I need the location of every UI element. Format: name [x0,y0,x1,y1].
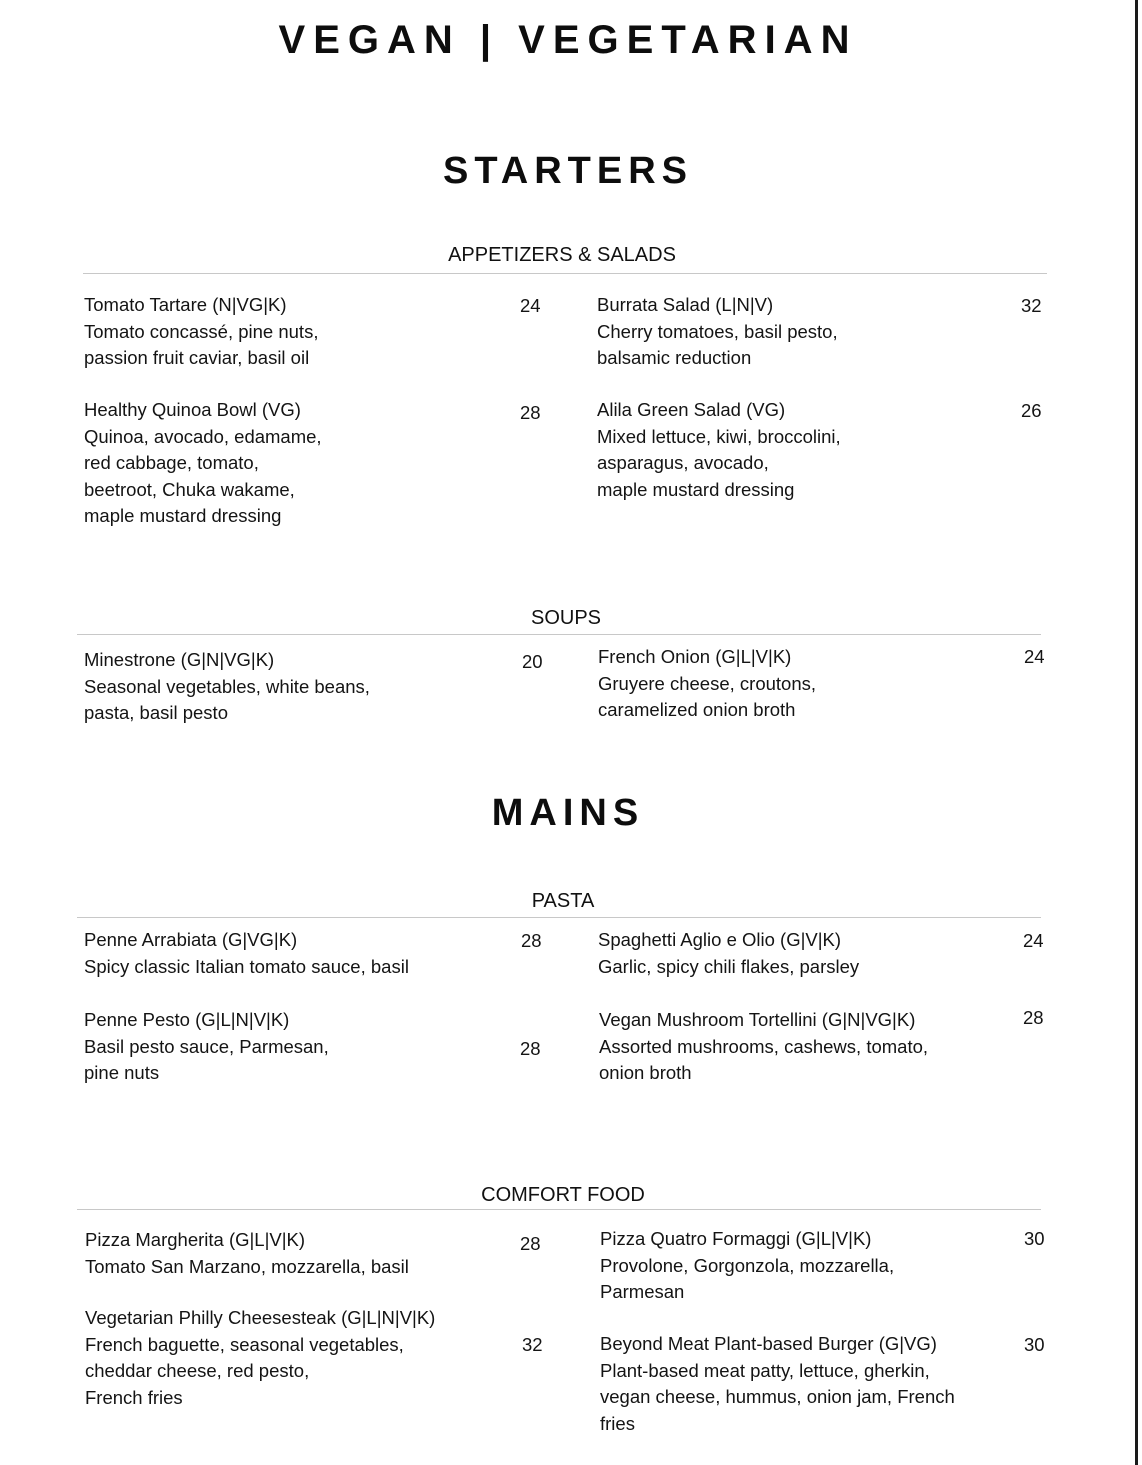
menu-item [84,647,370,727]
item-desc-line: Tomato concassé, pine nuts, [84,320,319,342]
item-desc-line: onion broth [599,1062,692,1083]
item-desc-line: Spicy classic Italian tomato sauce, basil [84,955,409,977]
item-desc-line: Provolone, Gorgonzola, mozzarella, [600,1254,895,1276]
item-price: 30 [1024,1334,1045,1355]
item-desc-line: Gruyere cheese, croutons, [598,672,816,694]
item-desc-line: cheddar cheese, red pesto, [85,1360,310,1381]
item-desc-line: Quinoa, avocado, edamame, [84,425,322,447]
section-divider [77,1209,1041,1210]
item-price: 20 [522,651,543,672]
item-desc-line: vegan cheese, hummus, onion jam, French [600,1386,955,1407]
menu-item [84,292,318,372]
menu-title: VEGAN | VEGETARIAN [278,18,858,62]
item-price: 28 [521,930,542,951]
item-desc-line: maple mustard dressing [84,505,282,526]
menu-item [600,1331,955,1437]
item-price: 24 [1024,646,1045,667]
item-price: 28 [1023,1007,1044,1028]
menu-item [597,397,841,503]
item-desc-line: pine nuts [84,1062,160,1083]
item-price: 24 [520,295,541,316]
item-desc-line: pasta, basil pesto [84,702,228,723]
item-desc-line: caramelized onion broth [598,699,796,720]
menu-item [600,1226,894,1306]
menu-item [85,1227,409,1280]
menu-item [598,927,859,980]
item-name: Burrata Salad (L|N|V) [597,294,774,315]
section-divider [77,917,1041,918]
page-edge-rule [1135,0,1138,1465]
item-desc-line: Plant-based meat patty, lettuce, gherkin, [600,1359,930,1381]
item-name: Healthy Quinoa Bowl (VG) [84,399,301,420]
item-name: Beyond Meat Plant-based Burger (G|VG) [600,1333,937,1354]
section-heading-appetizers: APPETIZERS & SALADS [448,244,676,266]
item-price: 28 [520,1233,541,1254]
item-desc-line: beetroot, Chuka wakame, [84,478,295,500]
menu-item [85,1305,435,1411]
item-desc-line: Garlic, spicy chili flakes, parsley [598,955,860,977]
item-desc-line: fries [600,1412,635,1434]
item-name: Penne Arrabiata (G|VG|K) [84,929,298,950]
item-price: 28 [520,1038,541,1059]
menu-item [84,927,409,980]
item-desc-line: French baguette, seasonal vegetables, [85,1333,404,1355]
item-price: 32 [1021,295,1042,316]
section-divider [77,634,1041,635]
item-name: Alila Green Salad (VG) [597,399,786,420]
item-desc-line: asparagus, avocado, [597,452,769,473]
item-price: 28 [520,402,541,423]
item-name: Spaghetti Aglio e Olio (G|V|K) [598,929,842,950]
item-name: Minestrone (G|N|VG|K) [84,649,275,670]
item-desc-line: Assorted mushrooms, cashews, tomato, [599,1035,929,1057]
section-divider [83,273,1047,274]
item-desc-line: passion fruit caviar, basil oil [84,347,310,368]
item-name: Penne Pesto (G|L|N|V|K) [84,1009,290,1030]
menu-item [597,292,838,372]
item-name: Tomato Tartare (N|VG|K) [84,294,287,315]
item-desc-line: balsamic reduction [597,347,752,368]
item-price: 26 [1021,400,1042,421]
item-name: Pizza Margherita (G|L|V|K) [85,1229,306,1250]
section-heading-soups: SOUPS [530,607,602,629]
starters-heading: STARTERS [443,150,693,192]
item-price: 24 [1023,930,1044,951]
item-desc-line: Basil pesto sauce, Parmesan, [84,1035,329,1057]
mains-heading: MAINS [491,792,645,834]
item-desc-line: Seasonal vegetables, white beans, [84,675,370,697]
item-price: 32 [522,1334,543,1355]
item-desc-line: Mixed lettuce, kiwi, broccolini, [597,425,841,447]
item-desc-line: French fries [85,1386,183,1408]
menu-item [84,397,322,530]
menu-item [84,1007,329,1087]
menu-item [599,1007,928,1087]
section-heading-pasta: PASTA [531,890,595,912]
item-name: Pizza Quatro Formaggi (G|L|V|K) [600,1228,872,1249]
item-name: Vegan Mushroom Tortellini (G|N|VG|K) [599,1009,916,1030]
item-desc-line: Cherry tomatoes, basil pesto, [597,320,838,342]
item-desc-line: Tomato San Marzano, mozzarella, basil [85,1255,409,1277]
item-desc-line: red cabbage, tomato, [84,452,259,473]
item-desc-line: Parmesan [600,1281,685,1302]
section-heading-comfort-food: COMFORT FOOD [481,1184,645,1206]
item-desc-line: maple mustard dressing [597,478,795,500]
item-name: French Onion (G|L|V|K) [598,646,792,667]
menu-item [598,644,816,724]
item-name: Vegetarian Philly Cheesesteak (G|L|N|V|K) [85,1307,436,1328]
item-price: 30 [1024,1228,1045,1249]
